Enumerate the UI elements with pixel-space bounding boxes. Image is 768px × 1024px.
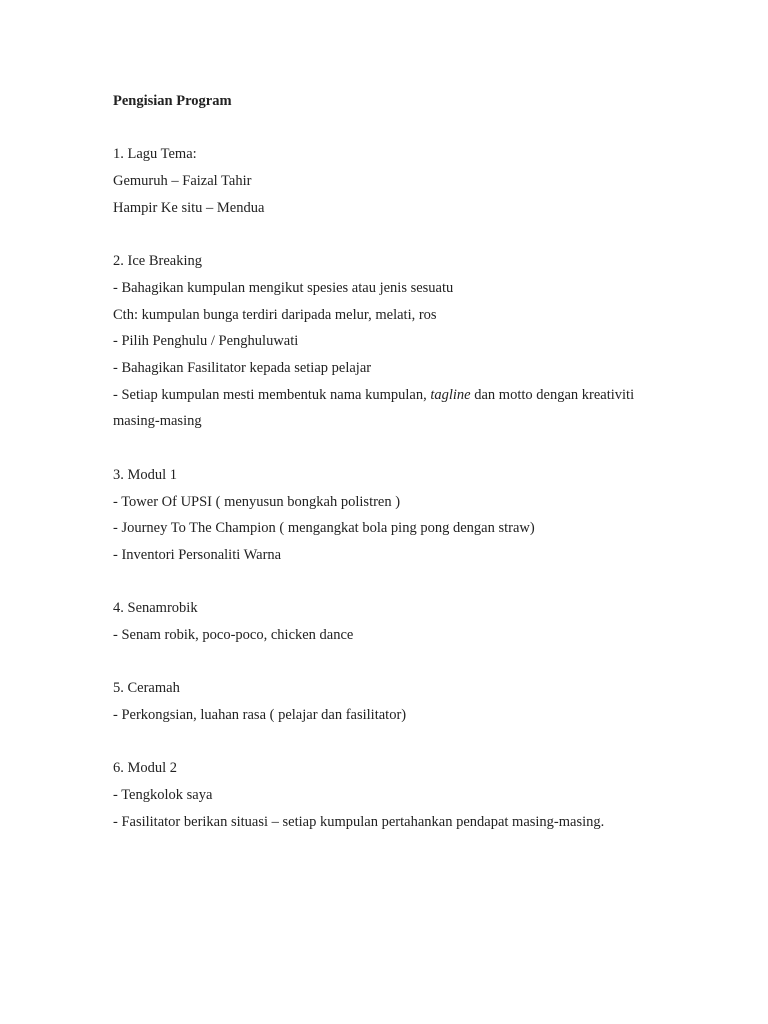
section-line: - Pilih Penghulu / Penghuluwati — [113, 333, 299, 350]
spacer — [113, 222, 673, 249]
section-heading: 4. Senamrobik — [113, 600, 198, 617]
section-line: - Tower Of UPSI ( menyusun bongkah polistren ) — [113, 493, 401, 510]
section-line: - Tengkolok saya — [113, 787, 213, 804]
section-lagu-tema — [113, 141, 673, 221]
spacer — [113, 115, 673, 142]
document-title: Pengisian Program — [113, 93, 232, 109]
line-text-before: - Setiap kumpulan mesti membentuk nama kumpulan, — [113, 386, 431, 403]
section-senamrobik — [113, 595, 673, 648]
section-line: - Bahagikan Fasilitator kepada setiap pelajar — [113, 360, 372, 376]
document-page — [113, 88, 673, 836]
section-heading: 6. Modul 2 — [113, 760, 178, 777]
section-modul-1 — [113, 462, 673, 569]
section-heading: 1. Lagu Tema: — [113, 146, 197, 163]
section-line: Gemuruh – Faizal Tahir — [113, 173, 252, 190]
section-line: - Perkongsian, luahan rasa ( pelajar dan fasilitator) — [113, 707, 407, 724]
section-line: Cth: kumpulan bunga terdiri daripada melur, melati, ros — [113, 306, 437, 323]
section-line: - Bahagikan kumpulan mengikut spesies atau jenis sesuatu — [113, 279, 454, 296]
section-line: Hampir Ke situ – Mendua — [113, 199, 265, 216]
section-heading: 3. Modul 1 — [113, 466, 178, 483]
tagline-italic: tagline — [430, 386, 471, 403]
section-heading: 5. Ceramah — [113, 680, 180, 697]
section-line-tagline — [113, 382, 673, 435]
section-line: - Senam robik, poco-poco, chicken dance — [113, 627, 354, 643]
spacer — [113, 435, 673, 462]
section-line: - Fasilitator berikan situasi – setiap kumpulan pertahankan pendapat masing-masing. — [113, 813, 605, 830]
section-line: - Journey To The Champion ( mengangkat bola ping pong dengan straw) — [113, 520, 535, 537]
section-ceramah — [113, 675, 673, 728]
spacer — [113, 649, 673, 676]
section-line: - Inventori Personaliti Warna — [113, 546, 282, 563]
section-modul-2 — [113, 755, 673, 835]
line-text-after: dan motto dengan kreativiti masing-masing — [113, 386, 635, 430]
section-heading: 2. Ice Breaking — [113, 253, 202, 270]
spacer — [113, 729, 673, 756]
section-ice-breaking — [113, 248, 673, 435]
spacer — [113, 569, 673, 596]
